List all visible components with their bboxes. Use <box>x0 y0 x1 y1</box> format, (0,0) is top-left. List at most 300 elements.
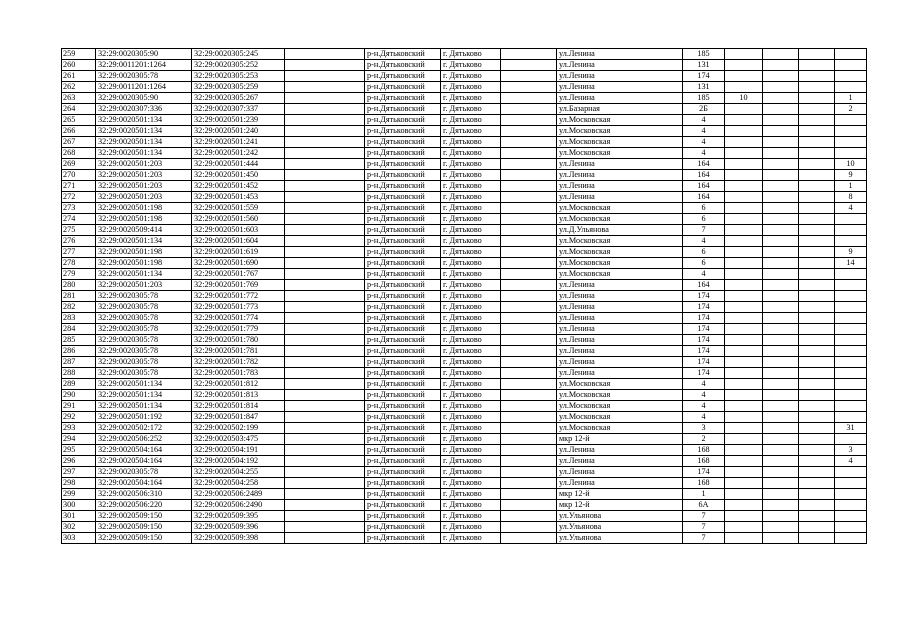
cell-street: ул.Ленина <box>557 346 683 357</box>
cell-extra-column <box>799 137 835 148</box>
cell-blank-column-2 <box>501 456 557 467</box>
cell-blank-column <box>285 390 365 401</box>
cell-row-number: 270 <box>62 170 96 181</box>
table-row <box>62 269 867 280</box>
cell-structure <box>763 225 799 236</box>
cell-building <box>725 379 763 390</box>
cell-district: р-н.Дятьковский <box>365 423 441 434</box>
cell-apartment-number <box>835 368 867 379</box>
cell-house-number: 4 <box>683 390 725 401</box>
cell-building <box>725 533 763 544</box>
cell-city: г. Дятьково <box>441 93 501 104</box>
cell-district: р-н.Дятьковский <box>365 456 441 467</box>
cell-blank-column <box>285 478 365 489</box>
cell-row-number: 279 <box>62 269 96 280</box>
cell-extra-column <box>799 225 835 236</box>
cell-blank-column-2 <box>501 225 557 236</box>
cell-apartment-number <box>835 115 867 126</box>
cell-street: ул.Ленина <box>557 368 683 379</box>
cell-blank-column <box>285 368 365 379</box>
cell-blank-column-2 <box>501 335 557 346</box>
cell-apartment-number <box>835 533 867 544</box>
cell-blank-column-2 <box>501 170 557 181</box>
table-row <box>62 170 867 181</box>
cell-row-number: 272 <box>62 192 96 203</box>
cell-cadastral-number: 32:29:0020501:240 <box>192 126 285 137</box>
cell-apartment-number <box>835 269 867 280</box>
cell-row-number: 271 <box>62 181 96 192</box>
cell-cadastral-number: 32:29:0020305:267 <box>192 93 285 104</box>
cell-street: ул.Ленина <box>557 324 683 335</box>
cell-structure <box>763 181 799 192</box>
cell-apartment-number <box>835 511 867 522</box>
cell-row-number: 281 <box>62 291 96 302</box>
cell-building <box>725 170 763 181</box>
cell-apartment-number <box>835 313 867 324</box>
cell-building <box>725 214 763 225</box>
cell-extra-column <box>799 247 835 258</box>
cell-cadastral-number: 32:29:0020504:192 <box>192 456 285 467</box>
table-row <box>62 346 867 357</box>
cell-city: г. Дятьково <box>441 236 501 247</box>
cell-cadastral-number: 32:29:0020501:773 <box>192 302 285 313</box>
data-table <box>61 48 867 544</box>
cell-blank-column <box>285 170 365 181</box>
cell-parent-cadastral-number: 32:29:0020506:252 <box>96 434 192 445</box>
cell-parent-cadastral-number: 32:29:0020305:78 <box>96 324 192 335</box>
cell-city: г. Дятьково <box>441 49 501 60</box>
cell-apartment-number <box>835 346 867 357</box>
cell-parent-cadastral-number: 32:29:0020305:78 <box>96 313 192 324</box>
table-row <box>62 214 867 225</box>
cell-extra-column <box>799 522 835 533</box>
cell-house-number: 174 <box>683 291 725 302</box>
cell-building <box>725 489 763 500</box>
cell-building <box>725 225 763 236</box>
cell-row-number: 262 <box>62 82 96 93</box>
cell-blank-column <box>285 225 365 236</box>
cell-house-number: 164 <box>683 159 725 170</box>
cell-row-number: 295 <box>62 445 96 456</box>
cell-extra-column <box>799 115 835 126</box>
cell-district: р-н.Дятьковский <box>365 467 441 478</box>
cell-cadastral-number: 32:29:0020502:199 <box>192 423 285 434</box>
cell-cadastral-number: 32:29:0020501:453 <box>192 192 285 203</box>
cell-row-number: 282 <box>62 302 96 313</box>
cell-structure <box>763 258 799 269</box>
cell-cadastral-number: 32:29:0020501:769 <box>192 280 285 291</box>
cell-apartment-number <box>835 126 867 137</box>
cell-building <box>725 500 763 511</box>
cell-structure <box>763 357 799 368</box>
cell-building <box>725 511 763 522</box>
cell-city: г. Дятьково <box>441 126 501 137</box>
cell-street: мкр 12-й <box>557 500 683 511</box>
cell-blank-column <box>285 60 365 71</box>
cell-blank-column-2 <box>501 324 557 335</box>
cell-blank-column-2 <box>501 302 557 313</box>
cell-blank-column-2 <box>501 401 557 412</box>
cell-extra-column <box>799 379 835 390</box>
cell-district: р-н.Дятьковский <box>365 346 441 357</box>
cell-blank-column-2 <box>501 115 557 126</box>
cell-district: р-н.Дятьковский <box>365 390 441 401</box>
cell-district: р-н.Дятьковский <box>365 71 441 82</box>
cell-blank-column <box>285 445 365 456</box>
cell-house-number: 6 <box>683 214 725 225</box>
cell-cadastral-number: 32:29:0020503:475 <box>192 434 285 445</box>
cell-district: р-н.Дятьковский <box>365 192 441 203</box>
cell-building <box>725 401 763 412</box>
cell-parent-cadastral-number: 32:29:0011201:1264 <box>96 60 192 71</box>
cell-blank-column <box>285 181 365 192</box>
cell-row-number: 261 <box>62 71 96 82</box>
cell-house-number: 174 <box>683 302 725 313</box>
cell-house-number: 7 <box>683 522 725 533</box>
cell-building <box>725 247 763 258</box>
cell-parent-cadastral-number: 32:29:0020305:78 <box>96 335 192 346</box>
cell-blank-column-2 <box>501 269 557 280</box>
table-row <box>62 412 867 423</box>
cell-parent-cadastral-number: 32:29:0020501:203 <box>96 159 192 170</box>
cell-blank-column-2 <box>501 214 557 225</box>
cell-apartment-number <box>835 489 867 500</box>
cell-city: г. Дятьково <box>441 401 501 412</box>
cell-blank-column-2 <box>501 533 557 544</box>
cell-apartment-number <box>835 236 867 247</box>
cell-parent-cadastral-number: 32:29:0020509:150 <box>96 522 192 533</box>
table-row <box>62 291 867 302</box>
cell-district: р-н.Дятьковский <box>365 236 441 247</box>
cell-blank-column <box>285 489 365 500</box>
cell-house-number: 164 <box>683 280 725 291</box>
cell-street: ул.Ленина <box>557 71 683 82</box>
cell-extra-column <box>799 82 835 93</box>
cell-blank-column <box>285 291 365 302</box>
cell-blank-column <box>285 137 365 148</box>
cell-structure <box>763 203 799 214</box>
cell-cadastral-number: 32:29:0020501:782 <box>192 357 285 368</box>
cell-structure <box>763 291 799 302</box>
cell-structure <box>763 335 799 346</box>
cell-city: г. Дятьково <box>441 148 501 159</box>
cell-city: г. Дятьково <box>441 379 501 390</box>
cell-apartment-number <box>835 357 867 368</box>
cell-row-number: 273 <box>62 203 96 214</box>
cell-cadastral-number: 32:29:0020509:398 <box>192 533 285 544</box>
cell-district: р-н.Дятьковский <box>365 368 441 379</box>
cell-city: г. Дятьково <box>441 346 501 357</box>
cell-street: мкр 12-й <box>557 434 683 445</box>
cell-district: р-н.Дятьковский <box>365 115 441 126</box>
cell-district: р-н.Дятьковский <box>365 324 441 335</box>
cell-district: р-н.Дятьковский <box>365 170 441 181</box>
cell-blank-column <box>285 357 365 368</box>
table-row <box>62 225 867 236</box>
cell-blank-column <box>285 302 365 313</box>
cell-blank-column <box>285 280 365 291</box>
cell-house-number: 6А <box>683 500 725 511</box>
cell-structure <box>763 126 799 137</box>
cell-row-number: 292 <box>62 412 96 423</box>
cell-street: ул.Ленина <box>557 335 683 346</box>
cell-row-number: 285 <box>62 335 96 346</box>
cell-apartment-number: 4 <box>835 456 867 467</box>
cell-building <box>725 456 763 467</box>
cell-district: р-н.Дятьковский <box>365 181 441 192</box>
cell-cadastral-number: 32:29:0020501:603 <box>192 225 285 236</box>
cell-blank-column-2 <box>501 467 557 478</box>
cell-city: г. Дятьково <box>441 500 501 511</box>
cell-city: г. Дятьково <box>441 159 501 170</box>
cell-house-number: 2 <box>683 434 725 445</box>
cell-parent-cadastral-number: 32:29:0020504:164 <box>96 478 192 489</box>
cell-structure <box>763 302 799 313</box>
cell-district: р-н.Дятьковский <box>365 401 441 412</box>
cell-blank-column <box>285 533 365 544</box>
cell-street: ул.Московская <box>557 423 683 434</box>
cell-house-number: 4 <box>683 401 725 412</box>
cell-cadastral-number: 32:29:0020501:783 <box>192 368 285 379</box>
cell-cadastral-number: 32:29:0020305:252 <box>192 60 285 71</box>
cell-apartment-number <box>835 214 867 225</box>
cell-district: р-н.Дятьковский <box>365 500 441 511</box>
cell-district: р-н.Дятьковский <box>365 533 441 544</box>
cell-house-number: 4 <box>683 137 725 148</box>
cell-apartment-number: 10 <box>835 159 867 170</box>
cell-house-number: 164 <box>683 170 725 181</box>
cell-parent-cadastral-number: 32:29:0020501:134 <box>96 115 192 126</box>
cell-apartment-number <box>835 291 867 302</box>
cell-street: ул.Ленина <box>557 445 683 456</box>
cell-building <box>725 423 763 434</box>
cell-cadastral-number: 32:29:0020501:781 <box>192 346 285 357</box>
cell-blank-column <box>285 236 365 247</box>
cell-blank-column-2 <box>501 346 557 357</box>
cell-row-number: 260 <box>62 60 96 71</box>
cell-city: г. Дятьково <box>441 115 501 126</box>
cell-row-number: 297 <box>62 467 96 478</box>
cell-apartment-number: 4 <box>835 203 867 214</box>
cell-building <box>725 280 763 291</box>
cell-extra-column <box>799 467 835 478</box>
table-row <box>62 478 867 489</box>
cell-row-number: 299 <box>62 489 96 500</box>
cell-row-number: 275 <box>62 225 96 236</box>
cell-building <box>725 324 763 335</box>
cell-row-number: 302 <box>62 522 96 533</box>
cell-building <box>725 522 763 533</box>
cell-building <box>725 269 763 280</box>
cell-blank-column <box>285 148 365 159</box>
cell-district: р-н.Дятьковский <box>365 357 441 368</box>
cell-house-number: 7 <box>683 225 725 236</box>
cell-street: ул.Ленина <box>557 60 683 71</box>
cell-extra-column <box>799 258 835 269</box>
cell-building <box>725 412 763 423</box>
cell-parent-cadastral-number: 32:29:0020307:336 <box>96 104 192 115</box>
cell-house-number: 6 <box>683 258 725 269</box>
cell-structure <box>763 467 799 478</box>
cell-blank-column <box>285 313 365 324</box>
cell-street: ул.Ленина <box>557 192 683 203</box>
cell-district: р-н.Дятьковский <box>365 291 441 302</box>
cell-street: ул.Ленина <box>557 82 683 93</box>
cell-city: г. Дятьково <box>441 170 501 181</box>
cell-building <box>725 104 763 115</box>
cell-extra-column <box>799 401 835 412</box>
cell-district: р-н.Дятьковский <box>365 159 441 170</box>
cell-structure <box>763 71 799 82</box>
table-row <box>62 500 867 511</box>
cell-apartment-number: 2 <box>835 104 867 115</box>
cell-house-number: 174 <box>683 346 725 357</box>
table-row <box>62 511 867 522</box>
cell-building <box>725 115 763 126</box>
cell-apartment-number: 8 <box>835 192 867 203</box>
cell-row-number: 287 <box>62 357 96 368</box>
cell-city: г. Дятьково <box>441 335 501 346</box>
cell-street: ул.Ульянова <box>557 533 683 544</box>
cell-house-number: 6 <box>683 203 725 214</box>
cell-blank-column-2 <box>501 137 557 148</box>
cell-parent-cadastral-number: 32:29:0020501:192 <box>96 412 192 423</box>
cell-cadastral-number: 32:29:0020501:767 <box>192 269 285 280</box>
cell-blank-column <box>285 71 365 82</box>
cell-extra-column <box>799 302 835 313</box>
cell-parent-cadastral-number: 32:29:0020506:310 <box>96 489 192 500</box>
cell-apartment-number <box>835 401 867 412</box>
cell-blank-column-2 <box>501 379 557 390</box>
cell-structure <box>763 170 799 181</box>
cell-row-number: 266 <box>62 126 96 137</box>
cell-blank-column-2 <box>501 148 557 159</box>
cell-blank-column-2 <box>501 445 557 456</box>
cell-blank-column <box>285 214 365 225</box>
cell-city: г. Дятьково <box>441 456 501 467</box>
cell-parent-cadastral-number: 32:29:0020509:414 <box>96 225 192 236</box>
cell-extra-column <box>799 236 835 247</box>
cell-parent-cadastral-number: 32:29:0020305:78 <box>96 357 192 368</box>
cell-parent-cadastral-number: 32:29:0020305:78 <box>96 346 192 357</box>
cell-street: ул.Ленина <box>557 291 683 302</box>
cell-extra-column <box>799 192 835 203</box>
cell-apartment-number <box>835 412 867 423</box>
cell-apartment-number <box>835 467 867 478</box>
cell-city: г. Дятьково <box>441 511 501 522</box>
cell-extra-column <box>799 434 835 445</box>
table-row <box>62 390 867 401</box>
cell-parent-cadastral-number: 32:29:0020305:78 <box>96 302 192 313</box>
cell-row-number: 274 <box>62 214 96 225</box>
cell-district: р-н.Дятьковский <box>365 522 441 533</box>
cell-blank-column-2 <box>501 71 557 82</box>
cell-district: р-н.Дятьковский <box>365 379 441 390</box>
cell-house-number: 4 <box>683 412 725 423</box>
cell-blank-column-2 <box>501 93 557 104</box>
cell-city: г. Дятьково <box>441 137 501 148</box>
cell-street: ул.Ленина <box>557 456 683 467</box>
cell-parent-cadastral-number: 32:29:0020501:203 <box>96 170 192 181</box>
cell-city: г. Дятьково <box>441 478 501 489</box>
cell-blank-column <box>285 159 365 170</box>
cell-cadastral-number: 32:29:0020501:604 <box>192 236 285 247</box>
cell-city: г. Дятьково <box>441 225 501 236</box>
cell-building <box>725 434 763 445</box>
table-row <box>62 423 867 434</box>
cell-row-number: 268 <box>62 148 96 159</box>
table-row <box>62 456 867 467</box>
cell-building <box>725 148 763 159</box>
cell-cadastral-number: 32:29:0020501:619 <box>192 247 285 258</box>
cell-parent-cadastral-number: 32:29:0020305:78 <box>96 467 192 478</box>
cell-extra-column <box>799 280 835 291</box>
cell-row-number: 276 <box>62 236 96 247</box>
cell-street: ул.Ленина <box>557 478 683 489</box>
cell-blank-column-2 <box>501 192 557 203</box>
cell-parent-cadastral-number: 32:29:0020305:78 <box>96 368 192 379</box>
cell-street: ул.Московская <box>557 148 683 159</box>
cell-structure <box>763 346 799 357</box>
cell-apartment-number: 9 <box>835 247 867 258</box>
cell-cadastral-number: 32:29:0020501:450 <box>192 170 285 181</box>
cell-row-number: 264 <box>62 104 96 115</box>
table-row <box>62 115 867 126</box>
table-row <box>62 280 867 291</box>
cell-building <box>725 203 763 214</box>
cell-blank-column-2 <box>501 247 557 258</box>
cell-parent-cadastral-number: 32:29:0020509:150 <box>96 511 192 522</box>
cell-structure <box>763 445 799 456</box>
cell-apartment-number <box>835 49 867 60</box>
cell-blank-column <box>285 82 365 93</box>
cell-house-number: 4 <box>683 379 725 390</box>
cell-structure <box>763 104 799 115</box>
cell-apartment-number: 1 <box>835 181 867 192</box>
table-row <box>62 126 867 137</box>
cell-city: г. Дятьково <box>441 258 501 269</box>
cell-building <box>725 302 763 313</box>
cell-row-number: 280 <box>62 280 96 291</box>
cell-city: г. Дятьково <box>441 269 501 280</box>
cell-house-number: 131 <box>683 82 725 93</box>
cell-parent-cadastral-number: 32:29:0020504:164 <box>96 456 192 467</box>
cell-blank-column-2 <box>501 478 557 489</box>
cell-city: г. Дятьково <box>441 423 501 434</box>
cell-district: р-н.Дятьковский <box>365 478 441 489</box>
cell-city: г. Дятьково <box>441 203 501 214</box>
cell-structure <box>763 192 799 203</box>
cell-blank-column <box>285 401 365 412</box>
cell-district: р-н.Дятьковский <box>365 60 441 71</box>
cell-extra-column <box>799 49 835 60</box>
cell-house-number: 164 <box>683 181 725 192</box>
table-row <box>62 192 867 203</box>
cell-row-number: 263 <box>62 93 96 104</box>
cell-apartment-number <box>835 500 867 511</box>
cell-structure <box>763 137 799 148</box>
cell-row-number: 288 <box>62 368 96 379</box>
cell-structure <box>763 412 799 423</box>
cell-street: ул.Московская <box>557 269 683 280</box>
cell-apartment-number: 1 <box>835 93 867 104</box>
cell-row-number: 290 <box>62 390 96 401</box>
cell-extra-column <box>799 346 835 357</box>
cell-cadastral-number: 32:29:0020501:814 <box>192 401 285 412</box>
cell-blank-column-2 <box>501 511 557 522</box>
cell-structure <box>763 456 799 467</box>
cell-extra-column <box>799 412 835 423</box>
